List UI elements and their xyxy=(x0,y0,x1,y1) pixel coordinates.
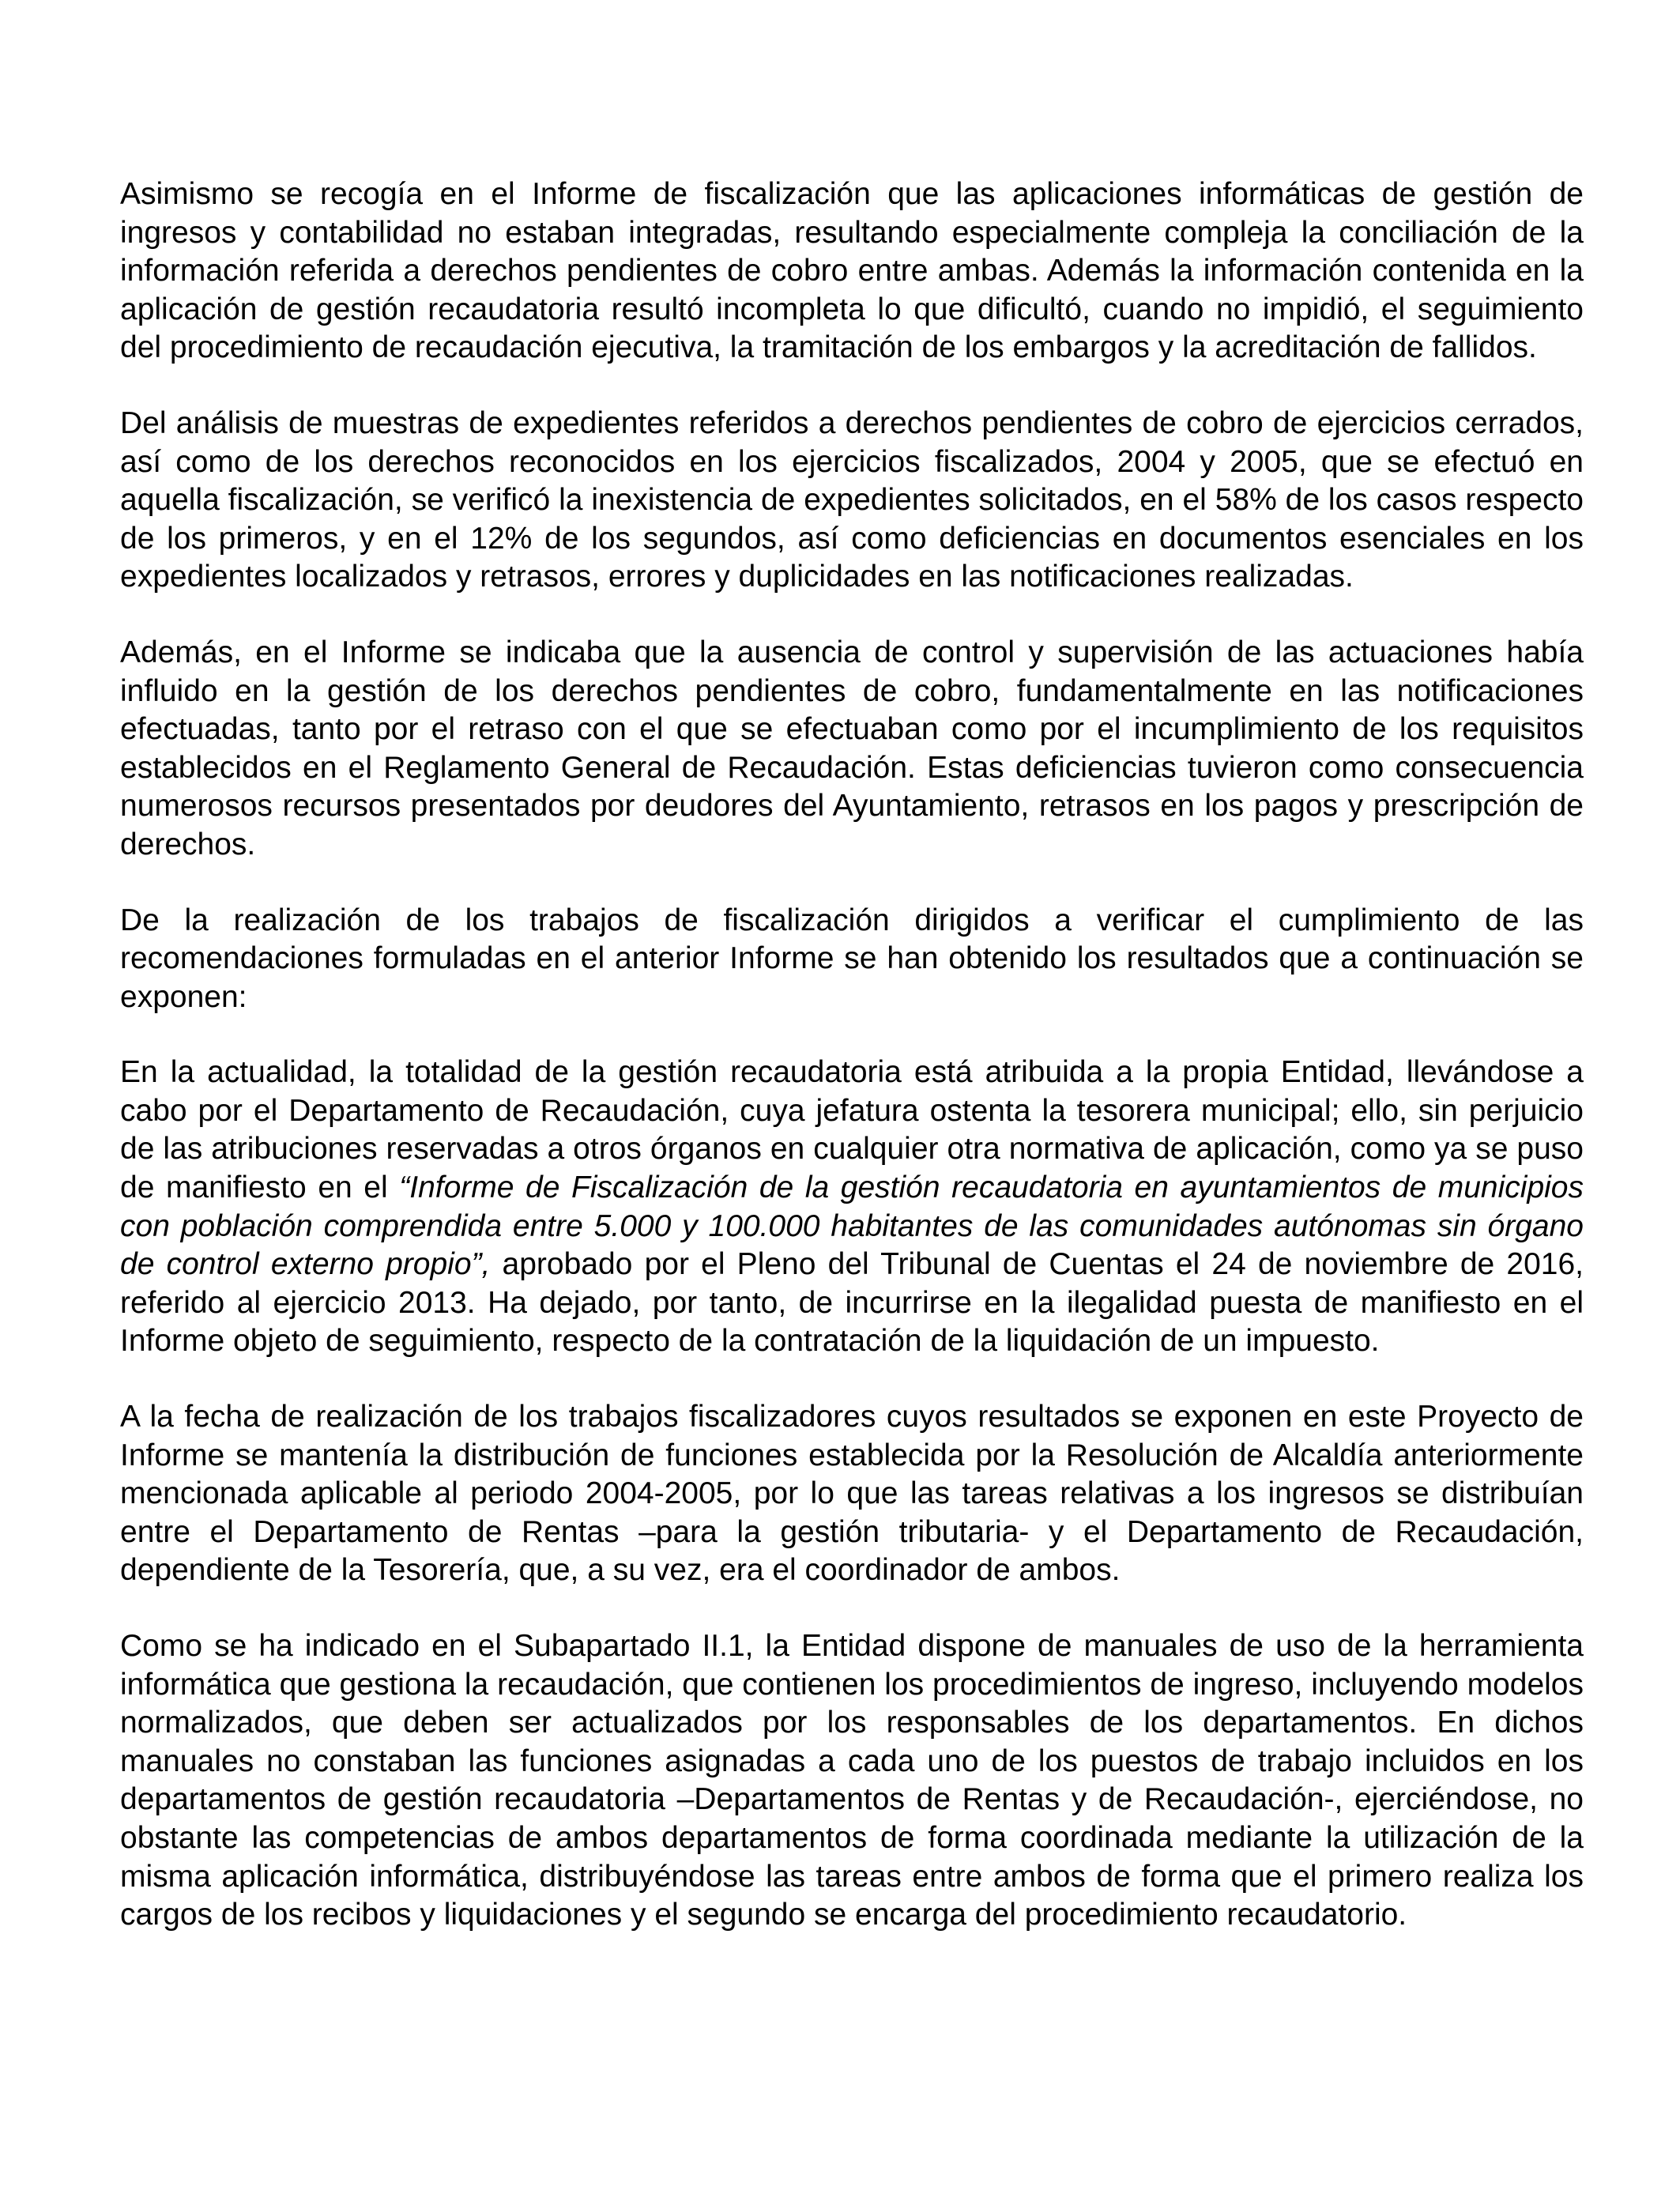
paragraph-5-text-end: aprobado por el Pleno del Tribunal de Cuentas el 24 de noviembre de 2016, referido al ejercicio 2013. Ha dejado, por tanto, de incurrirse en la ilegalidad puesta de manifiesto en el Informe objeto de seguimiento, respecto de la contratación de la liquidación de un impuesto. xyxy=(120,1247,1584,1359)
document-page xyxy=(120,175,1584,1935)
paragraph-1: Asimismo se recogía en el Informe de fiscalización que las aplicaciones informáticas de gestión de ingresos y contabilidad no estaban integradas, resultando especialmente compleja la conciliación de la información referida a derechos pendientes de cobro entre ambas. Además la información contenida en la aplicación de gestión recaudatoria resultó incompleta lo que dificultó, cuando no impidió, el seguimiento del procedimiento de recaudación ejecutiva, la tramitación de los embargos y la acreditación de fallidos. xyxy=(120,177,1584,365)
paragraph-4: De la realización de los trabajos de fiscalización dirigidos a verificar el cumplimiento de las recomendaciones formuladas en el anterior Informe se han obtenido los resultados que a continuación se exponen: xyxy=(120,903,1584,1014)
paragraph-5 xyxy=(120,1054,1584,1361)
report-title-italic: “Informe de Fiscalización de la gestión recaudatoria en ayuntamientos de municipios con población comprendida entre 5.000 y 100.000 habitantes de las comunidades autónomas sin órgano de control externo propio”, xyxy=(120,1171,1584,1282)
paragraph-6: A la fecha de realización de los trabajos fiscalizadores cuyos resultados se exponen en este Proyecto de Informe se mantenía la distribución de funciones establecida por la Resolución de Alcaldía anteriormente mencionada aplicable al periodo 2004-2005, por lo que las tareas relativas a los ingresos se distribuían entre el Departamento de Rentas –para la gestión tributaria- y el Departamento de Recaudación, dependiente de la Tesorería, que, a su vez, era el coordinador de ambos. xyxy=(120,1400,1584,1588)
paragraph-5-text-start: En la actualidad, la totalidad de la gestión recaudatoria está atribuida a la propia Entidad, llevándose a cabo por el Departamento de Recaudación, cuya jefatura ostenta la tesorera municipal; ello, sin perjuicio de las atribuciones reservadas a otros órganos en cualquier otra normativa de aplicación, como ya se puso de manifiesto en el xyxy=(120,1055,1584,1205)
paragraph-3: Además, en el Informe se indicaba que la ausencia de control y supervisión de las actuaciones había influido en la gestión de los derechos pendientes de cobro, fundamentalmente en las notificaciones efectuadas, tanto por el retraso con el que se efectuaban como por el incumplimiento de los requisitos establecidos en el Reglamento General de Recaudación. Estas deficiencias tuvieron como consecuencia numerosos recursos presentados por deudores del Ayuntamiento, retrasos en los pagos y prescripción de derechos. xyxy=(120,635,1584,861)
paragraph-7: Como se ha indicado en el Subapartado II.1, la Entidad dispone de manuales de uso de la herramienta informática que gestiona la recaudación, que contienen los procedimientos de ingreso, incluyendo modelos normalizados, que deben ser actualizados por los responsables de los departamentos. En dichos manuales no constaban las funciones asignadas a cada uno de los puestos de trabajo incluidos en los departamentos de gestión recaudatoria –Departamentos de Rentas y de Recaudación-, ejerciéndose, no obstante las competencias de ambos departamentos de forma coordinada mediante la utilización de la misma aplicación informática, distribuyéndose las tareas entre ambos de forma que el primero realiza los cargos de los recibos y liquidaciones y el segundo se encarga del procedimiento recaudatorio. xyxy=(120,1629,1584,1932)
paragraph-2: Del análisis de muestras de expedientes referidos a derechos pendientes de cobro de ejercicios cerrados, así como de los derechos reconocidos en los ejercicios fiscalizados, 2004 y 2005, que se efectuó en aquella fiscalización, se verificó la inexistencia de expedientes solicitados, en el 58% de los casos respecto de los primeros, y en el 12% de los segundos, así como deficiencias en documentos esenciales en los expedientes localizados y retrasos, errores y duplicidades en las notificaciones realizadas. xyxy=(120,405,1584,594)
